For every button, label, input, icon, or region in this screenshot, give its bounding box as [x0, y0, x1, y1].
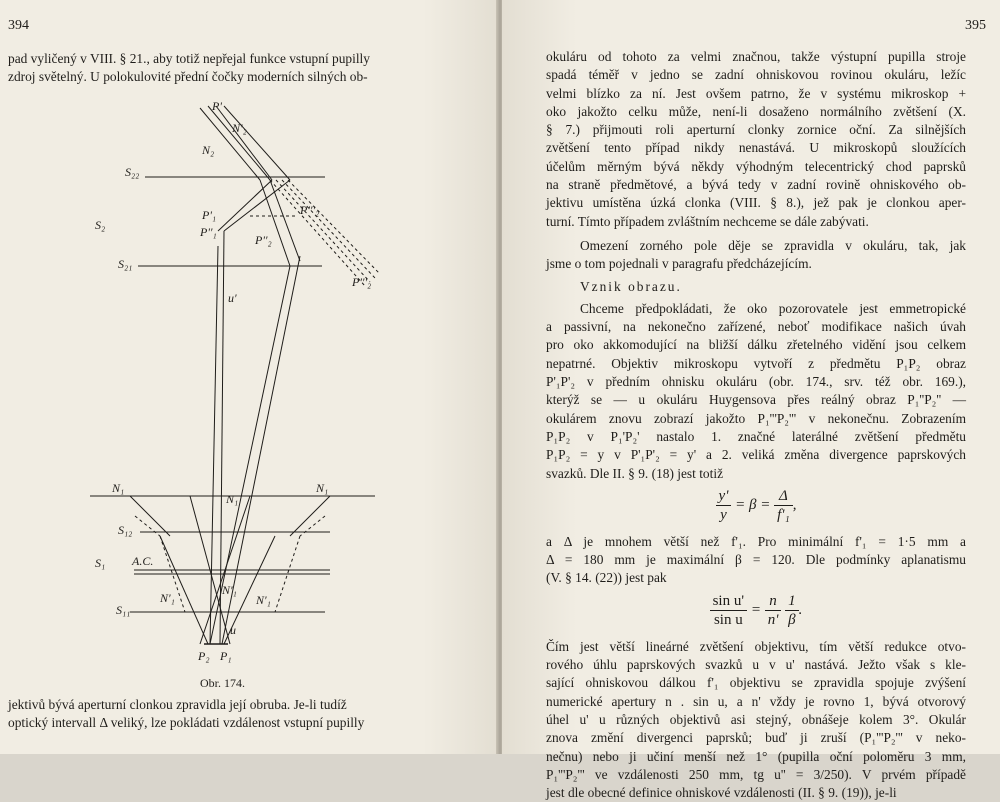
text-line: P₁P₂ = y v P'₁P'₂ = y' a 2. veliká změna divergence paprskových: [546, 447, 966, 463]
label-s2: S₂: [95, 218, 106, 232]
text-line: nečnu) nebo ji učiní menší než 1° (pupilla oční poloměru 3 mm,: [546, 748, 966, 764]
label-u: u: [230, 623, 236, 637]
ray: [208, 106, 270, 180]
formula-op: = β =: [735, 497, 771, 514]
text-line: oko jakožto celku může, není-li dosaženo normálního zvětšení (X.: [546, 103, 966, 119]
formula-tail: ,: [792, 497, 797, 514]
right-text-column: [546, 48, 966, 802]
formula-den: n': [767, 612, 779, 629]
label-n1-prime-left: N'₁: [160, 591, 175, 605]
dashed-ray: [270, 180, 365, 286]
label-ac: A.C.: [132, 554, 154, 568]
text-line: a Δ je mnohem větší než f'₁. Pro minimální f'₁ = 1·5 mm a: [546, 533, 966, 549]
text-line: kterýž se — u okuláru Huygensova přes reálný obraz P₁''P₂'' —: [546, 392, 966, 408]
text-line: jektivů bývá aperturní clonkou zpravidla její obruba. Je-li tudíž: [8, 697, 347, 712]
text-line: zdroj světelný. U polokulovité přední čočky moderních silných ob-: [8, 69, 368, 84]
text-line: rového úhlu paprskových svazků u v u' nastává. Ježto však s kle-: [546, 657, 966, 673]
text-line: Δ = 180 mm je maximální β = 120. Dle podmínky aplanatismu: [546, 552, 966, 568]
label-n1-prime-right: N'₁: [256, 593, 271, 607]
text-line: úhel u' u různých objektivů asi stejný, obnášeje kolem 3°. Okulár: [546, 711, 966, 727]
ray: [224, 106, 290, 180]
ray: [216, 106, 272, 180]
ray: [160, 536, 208, 644]
left-top-text: [8, 50, 438, 86]
text-line: optický intervall Δ veliký, lze pokládati vzdálenost vstupní pupilly: [8, 715, 365, 730]
label-n2-prime: N'₂: [232, 121, 247, 135]
optical-ray-diagram: [90, 96, 390, 676]
formula-op: =: [750, 601, 761, 618]
formula-num: 1: [785, 592, 799, 611]
formula-num: y': [716, 487, 732, 506]
text-line: turní. Tímto případem zvláštním nechceme se dále zabývati.: [546, 213, 869, 229]
label-n1-prime-center: N'₁: [222, 583, 237, 597]
dashed-ray: [288, 180, 380, 274]
formula-aplanatism: [546, 592, 966, 634]
text-line: okulárem znovu zobrazí jakožto P₁'''P₂''' v nekonečnu. Zobrazením: [546, 410, 966, 426]
text-line: na straně předmětové, a bývá tedy v zadní rovině ohniskového ob-: [546, 177, 966, 193]
formula-magnification: [546, 487, 966, 529]
formula-den: sin u: [713, 612, 743, 629]
formula-den: y: [720, 507, 727, 524]
label-p-prime: P': [212, 99, 222, 113]
label-s22: S₂₂: [125, 165, 140, 179]
text-line: (V. § 14. (22)) jest pak: [546, 570, 667, 586]
formula-num: Δ: [774, 487, 793, 506]
label-p2-dblprime: P''₂: [255, 233, 272, 247]
text-line: Omezení zorného pole děje se zpravidla v okuláru, tak, jak: [580, 237, 966, 253]
dashed-ray: [300, 516, 325, 536]
label-p1-dblprime: P''₁: [200, 225, 217, 239]
right-page: [502, 0, 1000, 801]
formula-tail: .: [798, 601, 803, 618]
label-p1-prime: P'₁: [202, 208, 217, 222]
ray: [218, 180, 272, 231]
text-line: § 7.) přijmouti roli aperturní clonky zornice oční. Za silnějších: [546, 122, 966, 138]
text-line: sající ohniskovou dálkou f'₁ objektivu se zpravidla spojuje zvýšení: [546, 675, 966, 691]
section-heading: Vznik obrazu.: [580, 278, 682, 294]
text-line: Čím jest větší lineárné zvětšení objektivu, tím větší redukce otvo-: [546, 638, 966, 654]
text-line: P'₁P'₂ v předním ohnisku okuláru (obr. 174., srv. též obr. 169.),: [546, 374, 966, 390]
figure-caption: Obr. 174.: [200, 676, 245, 690]
dashed-ray: [282, 180, 375, 278]
text-line: jsme o tom pojednali v paragrafu předcházejícím.: [546, 256, 812, 272]
formula-den: f'₁: [777, 507, 790, 524]
text-line: a passivní, na nekonečno zařízené, neboť modifikace našich úvah: [546, 319, 966, 335]
text-line: Chceme předpokládati, že oko pozorovatele jest emmetropické: [580, 300, 966, 316]
text-line: P₁P₂ v P₁'P₂' nastalo 1. značné laterálné zvětšení předmětu: [546, 428, 966, 444]
text-line: numerické apertury n . sin u, a n' vždy je rovno 1, bývá otvorový: [546, 693, 966, 709]
text-line: velmi blízko za ní. Jest ovšem patrno, že v systému mikroskop +: [546, 85, 966, 101]
label-s1: S₁: [95, 556, 106, 570]
text-line: P₁'''P₂''' ve vzdálenosti 250 mm, tg u'' = 3/250). V prvém případě: [546, 766, 966, 782]
label-p2-bottom: P₂: [198, 649, 210, 663]
dashed-ray: [135, 516, 160, 536]
label-n1-left: N₁: [112, 481, 125, 495]
left-bottom-text: [8, 696, 438, 732]
text-line: zvětšení tento případ nikdy nenastává. U mikroskopů sloužících: [546, 140, 966, 156]
formula-den: β: [788, 612, 796, 629]
text-line: pad vyličený v VIII. § 21., aby totiž nepřejal funkce vstupní pupilly: [8, 51, 370, 66]
label-n2: N₂: [202, 143, 215, 157]
label-s12: S₁₂: [118, 523, 133, 537]
text-line: pro oko akkomodující na bližší dálku zřetelného vidění jsou celkem: [546, 337, 966, 353]
label-n1-right: N₁: [316, 481, 329, 495]
text-line: nepatrné. Objektiv mikroskopu vytvoří z předmětu P₁P₂ obraz: [546, 355, 966, 371]
label-s21: S₂₁: [118, 257, 133, 271]
label-p2-tripleprime-right: P'''₂: [300, 203, 320, 217]
text-line: účelům měrným bývá někdy výhodným telecentrický chod paprsků: [546, 158, 966, 174]
text-line: jektivu umístěna úzká clonka (VIII. § 8.), jež pak je clonkou aper-: [546, 195, 966, 211]
text-line: jest dle obecné definice ohniskové vzdálenosti (II. § 9. (19)), je-li: [546, 785, 897, 801]
page-number-right: 395: [965, 18, 986, 33]
n1-slant-right: [290, 496, 330, 536]
formula-num: n: [765, 592, 782, 611]
label-u-prime: u': [228, 291, 237, 305]
label-n1-center: N₁: [226, 492, 239, 506]
label-p2-tripleprime-far: P'''₂: [352, 275, 372, 289]
ray: [224, 180, 290, 231]
text-line: znova změní divergenci paprsků; buď ji zruší (P₁'''P₂''' v neko-: [546, 730, 966, 746]
text-line: okuláru od tohoto za velmi značnou, takže výstupní pupilla stroje: [546, 49, 966, 64]
left-page: [0, 0, 498, 754]
text-line: svazků. Dle II. § 9. (18) jest totiž: [546, 465, 724, 481]
label-p1-bottom: P₁: [220, 649, 232, 663]
text-line: spadá téměř v jedno se zadní ohniskovou rovinou okuláru, ležíc: [546, 67, 966, 83]
formula-num: sin u': [710, 592, 747, 611]
n1-slant-left: [130, 496, 170, 536]
label-s11: S₁₁: [116, 603, 131, 617]
page-number-left: 394: [8, 18, 29, 33]
